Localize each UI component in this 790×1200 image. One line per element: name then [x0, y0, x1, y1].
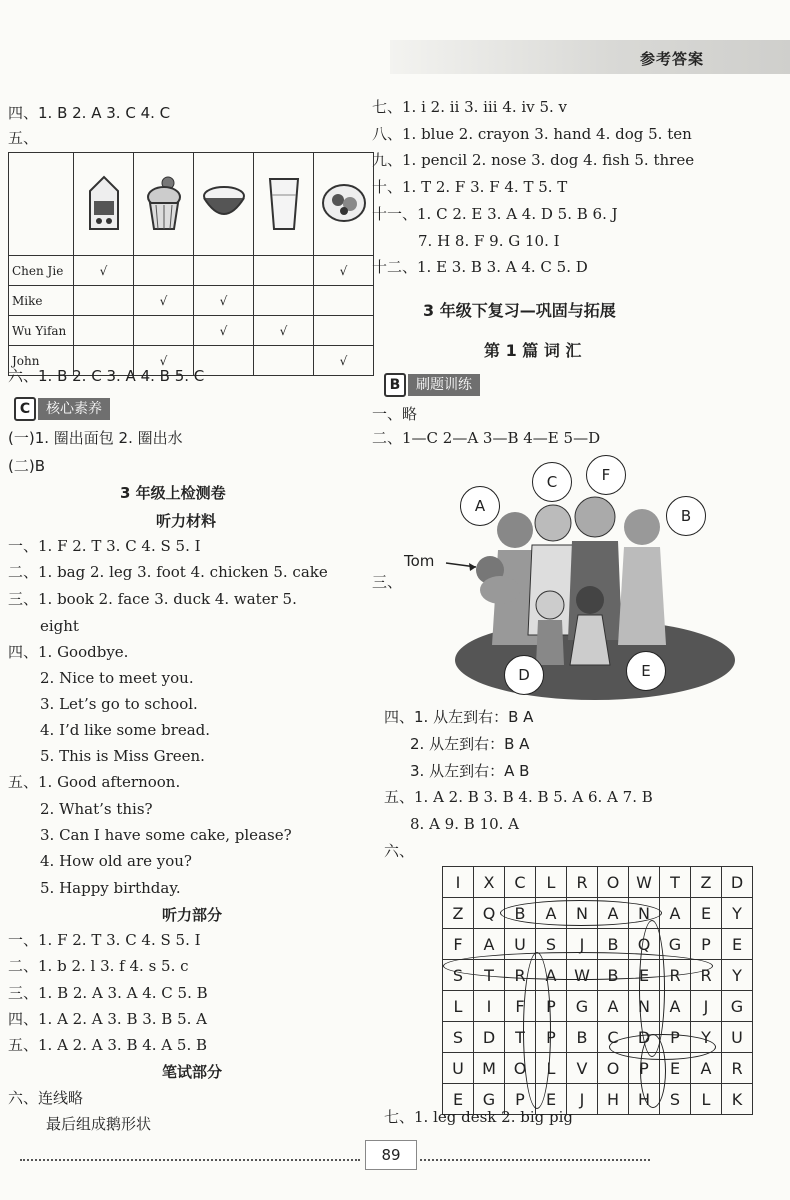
practice-badge [384, 374, 480, 396]
grid-cell: R [567, 867, 598, 898]
section-title: 听力部分 [162, 906, 223, 924]
badge-label: 刷题训练 [408, 374, 480, 396]
answer-line: 三、1. book 2. face 3. duck 4. water 5. [8, 590, 297, 608]
label-circle-b: B [666, 496, 706, 536]
answer-line: 四、1. Goodbye. [8, 643, 129, 661]
grid-cell: P [536, 1022, 567, 1053]
table-row [9, 316, 374, 346]
grid-cell: G [567, 991, 598, 1022]
answer-line: 四、1. 从左到右：B A [384, 708, 534, 726]
check-cell: √ [314, 346, 374, 376]
table-row [9, 286, 374, 316]
answer-line: 2. Nice to meet you. [40, 669, 194, 687]
page-number: 89 [365, 1140, 417, 1170]
grid-cell: D [474, 1022, 505, 1053]
check-cell: √ [194, 316, 254, 346]
grid-cell: V [567, 1053, 598, 1084]
answer-line: 4. I’d like some bread. [40, 721, 211, 739]
grid-cell: B [598, 929, 629, 960]
grid-cell: J [567, 1084, 598, 1115]
grid-row [443, 1022, 753, 1053]
grid-cell: D [722, 867, 753, 898]
grid-cell: S [443, 1022, 474, 1053]
answer-line: 七、1. leg desk 2. big pig [384, 1108, 574, 1126]
answer-line: 8. A 9. B 10. A [410, 815, 520, 833]
label-circle-e: E [626, 651, 666, 691]
word-search-grid [442, 866, 753, 1115]
answer-line: 五、 [8, 129, 39, 147]
answer-line: 一、略 [372, 405, 418, 423]
answer-line: 九、1. pencil 2. nose 3. dog 4. fish 5. three [372, 151, 695, 169]
grid-cell: H [629, 1084, 660, 1115]
answer-line: 六、连线略 [8, 1089, 84, 1107]
grid-cell: B [567, 1022, 598, 1053]
grid-cell: E [629, 960, 660, 991]
label-circle-c: C [532, 462, 572, 502]
check-cell: √ [314, 256, 374, 286]
answer-line: 3. 从左到右：A B [410, 762, 530, 780]
cake-icon [134, 153, 194, 256]
answer-line: 3. Can I have some cake, please? [40, 826, 292, 844]
answer-line: 5. Happy birthday. [40, 879, 181, 897]
grid-cell: W [629, 867, 660, 898]
table-row [9, 256, 374, 286]
grid-cell: J [567, 929, 598, 960]
check-cell [194, 256, 254, 286]
grid-cell: T [505, 1022, 536, 1053]
answer-line: 二、1. b 2. l 3. f 4. s 5. c [8, 957, 189, 975]
grid-cell: D [629, 1022, 660, 1053]
grid-cell: P [505, 1084, 536, 1115]
grid-cell: R [505, 960, 536, 991]
grid-row [443, 929, 753, 960]
section-title: 听力材料 [156, 512, 217, 530]
grid-cell: N [629, 898, 660, 929]
check-cell [314, 316, 374, 346]
grid-cell: E [536, 1084, 567, 1115]
test-title: 3 年级上检测卷 [120, 484, 226, 502]
grid-cell: A [660, 991, 691, 1022]
grid-cell: Y [691, 1022, 722, 1053]
answer-line: 五、1. A 2. B 3. B 4. B 5. A 6. A 7. B [384, 788, 653, 806]
check-cell [254, 286, 314, 316]
grid-cell: G [474, 1084, 505, 1115]
grid-cell: U [443, 1053, 474, 1084]
grid-cell: Y [722, 960, 753, 991]
header-title: 参考答案 [640, 50, 705, 68]
check-cell [74, 316, 134, 346]
grid-cell: G [722, 991, 753, 1022]
check-cell [134, 316, 194, 346]
grid-cell: L [536, 1053, 567, 1084]
grid-cell: Z [691, 867, 722, 898]
meal-plate-icon [314, 153, 374, 256]
grid-cell: K [722, 1084, 753, 1115]
label-circle-d: D [504, 655, 544, 695]
grid-cell: Q [474, 898, 505, 929]
grid-row [443, 960, 753, 991]
grid-cell: E [722, 929, 753, 960]
answer-line: 2. What’s this? [40, 800, 153, 818]
answer-line: 六、1. B 2. C 3. A 4. B 5. C [8, 367, 205, 385]
grid-cell: B [505, 898, 536, 929]
grid-cell: T [660, 867, 691, 898]
answer-line: 十一、1. C 2. E 3. A 4. D 5. B 6. J [372, 205, 618, 223]
footer-divider [20, 1159, 360, 1161]
grid-cell: L [536, 867, 567, 898]
answer-line: 十二、1. E 3. B 3. A 4. C 5. D [372, 258, 588, 276]
grid-cell: A [474, 929, 505, 960]
answer-line: 三、 [372, 573, 403, 591]
check-cell [254, 346, 314, 376]
check-cell: √ [254, 316, 314, 346]
review-title: 3 年级下复习—巩固与拓展 [423, 301, 616, 320]
chapter-title: 第 1 篇 词 汇 [484, 341, 582, 360]
grid-cell: I [443, 867, 474, 898]
grid-row [443, 1053, 753, 1084]
label-circle-f: F [586, 455, 626, 495]
answer-line: eight [40, 617, 79, 635]
check-cell: √ [74, 256, 134, 286]
grid-cell: Y [722, 898, 753, 929]
badge-letter: B [384, 373, 406, 397]
grid-cell: E [443, 1084, 474, 1115]
grid-cell: A [598, 898, 629, 929]
grid-cell: H [598, 1084, 629, 1115]
grid-cell: F [505, 991, 536, 1022]
answer-line: 4. How old are you? [40, 852, 192, 870]
grid-row [443, 867, 753, 898]
grid-cell: X [474, 867, 505, 898]
check-cell [254, 256, 314, 286]
grid-cell: P [629, 1053, 660, 1084]
core-literacy-badge [14, 398, 110, 420]
answer-line: 六、 [384, 842, 415, 860]
grid-cell: R [691, 960, 722, 991]
row-name: Mike [9, 286, 74, 316]
check-cell [314, 286, 374, 316]
grid-cell: Q [629, 929, 660, 960]
answer-line: 2. 从左到右：B A [410, 735, 530, 753]
grid-cell: S [536, 929, 567, 960]
answer-line: 十、1. T 2. F 3. F 4. T 5. T [372, 178, 568, 196]
check-cell [134, 256, 194, 286]
grid-cell: S [443, 960, 474, 991]
grid-cell: C [598, 1022, 629, 1053]
grid-cell: P [536, 991, 567, 1022]
header-band [390, 40, 790, 74]
grid-row [443, 898, 753, 929]
answer-line: 五、1. A 2. A 3. B 4. A 5. B [8, 1036, 208, 1054]
tom-label: Tom [404, 552, 435, 570]
section-title: 笔试部分 [162, 1063, 223, 1081]
answer-line: 三、1. B 2. A 3. A 4. C 5. B [8, 984, 208, 1002]
grid-cell: E [660, 1053, 691, 1084]
grid-row [443, 991, 753, 1022]
grid-cell: E [691, 898, 722, 929]
milk-icon [74, 153, 134, 256]
grid-cell: J [691, 991, 722, 1022]
table-corner [9, 153, 74, 256]
row-name: John [9, 346, 74, 376]
grid-cell: U [505, 929, 536, 960]
grid-cell: N [567, 898, 598, 929]
answer-line: 七、1. ⅰ 2. ⅱ 3. ⅲ 4. ⅳ 5. ⅴ [372, 98, 568, 116]
grid-cell: P [691, 929, 722, 960]
grid-cell: C [505, 867, 536, 898]
answer-line: 一、1. F 2. T 3. C 4. S 5. I [8, 537, 201, 555]
grid-cell: O [598, 1053, 629, 1084]
grid-cell: P [660, 1022, 691, 1053]
grid-cell: M [474, 1053, 505, 1084]
answer-line: 四、1. B 2. A 3. C 4. C [8, 104, 171, 122]
row-name: Wu Yifan [9, 316, 74, 346]
label-circle-a: A [460, 486, 500, 526]
check-cell: √ [134, 346, 194, 376]
answer-line: 一、1. F 2. T 3. C 4. S 5. I [8, 931, 201, 949]
grid-cell: I [474, 991, 505, 1022]
answer-line: 最后组成鹅形状 [46, 1115, 152, 1133]
grid-cell: Z [443, 898, 474, 929]
grid-cell: O [598, 867, 629, 898]
check-cell: √ [134, 286, 194, 316]
grid-cell: N [629, 991, 660, 1022]
grid-cell: G [660, 929, 691, 960]
grid-cell: A [536, 960, 567, 991]
grid-cell: R [722, 1053, 753, 1084]
grid-cell: A [660, 898, 691, 929]
answer-line: (二)B [8, 457, 45, 475]
grid-cell: T [474, 960, 505, 991]
grid-cell: S [660, 1084, 691, 1115]
grid-cell: A [598, 991, 629, 1022]
grid-cell: R [660, 960, 691, 991]
grid-cell: B [598, 960, 629, 991]
answer-line: 二、1—C 2—A 3—B 4—E 5—D [372, 429, 601, 447]
answer-line: 5. This is Miss Green. [40, 747, 205, 765]
grid-cell: U [722, 1022, 753, 1053]
check-cell [74, 286, 134, 316]
grid-cell: L [691, 1084, 722, 1115]
answer-line: 五、1. Good afternoon. [8, 773, 181, 791]
answer-line: 八、1. blue 2. crayon 3. hand 4. dog 5. ten [372, 125, 692, 143]
badge-letter: C [14, 397, 36, 421]
water-glass-icon [254, 153, 314, 256]
grid-cell: A [691, 1053, 722, 1084]
grid-cell: L [443, 991, 474, 1022]
row-name: Chen Jie [9, 256, 74, 286]
answer-line: 7. H 8. F 9. G 10. I [418, 232, 560, 250]
answer-line: 二、1. bag 2. leg 3. foot 4. chicken 5. cake [8, 563, 328, 581]
rice-bowl-icon [194, 153, 254, 256]
check-cell: √ [194, 286, 254, 316]
grid-cell: W [567, 960, 598, 991]
grid-cell: F [443, 929, 474, 960]
food-table [8, 152, 374, 376]
answer-line: 四、1. A 2. A 3. B 3. B 5. A [8, 1010, 208, 1028]
answer-line: (一)1. 圈出面包 2. 圈出水 [8, 429, 183, 447]
grid-cell: A [536, 898, 567, 929]
footer-divider [420, 1159, 650, 1161]
grid-cell: O [505, 1053, 536, 1084]
answer-line: 3. Let’s go to school. [40, 695, 198, 713]
badge-label: 核心素养 [38, 398, 110, 420]
